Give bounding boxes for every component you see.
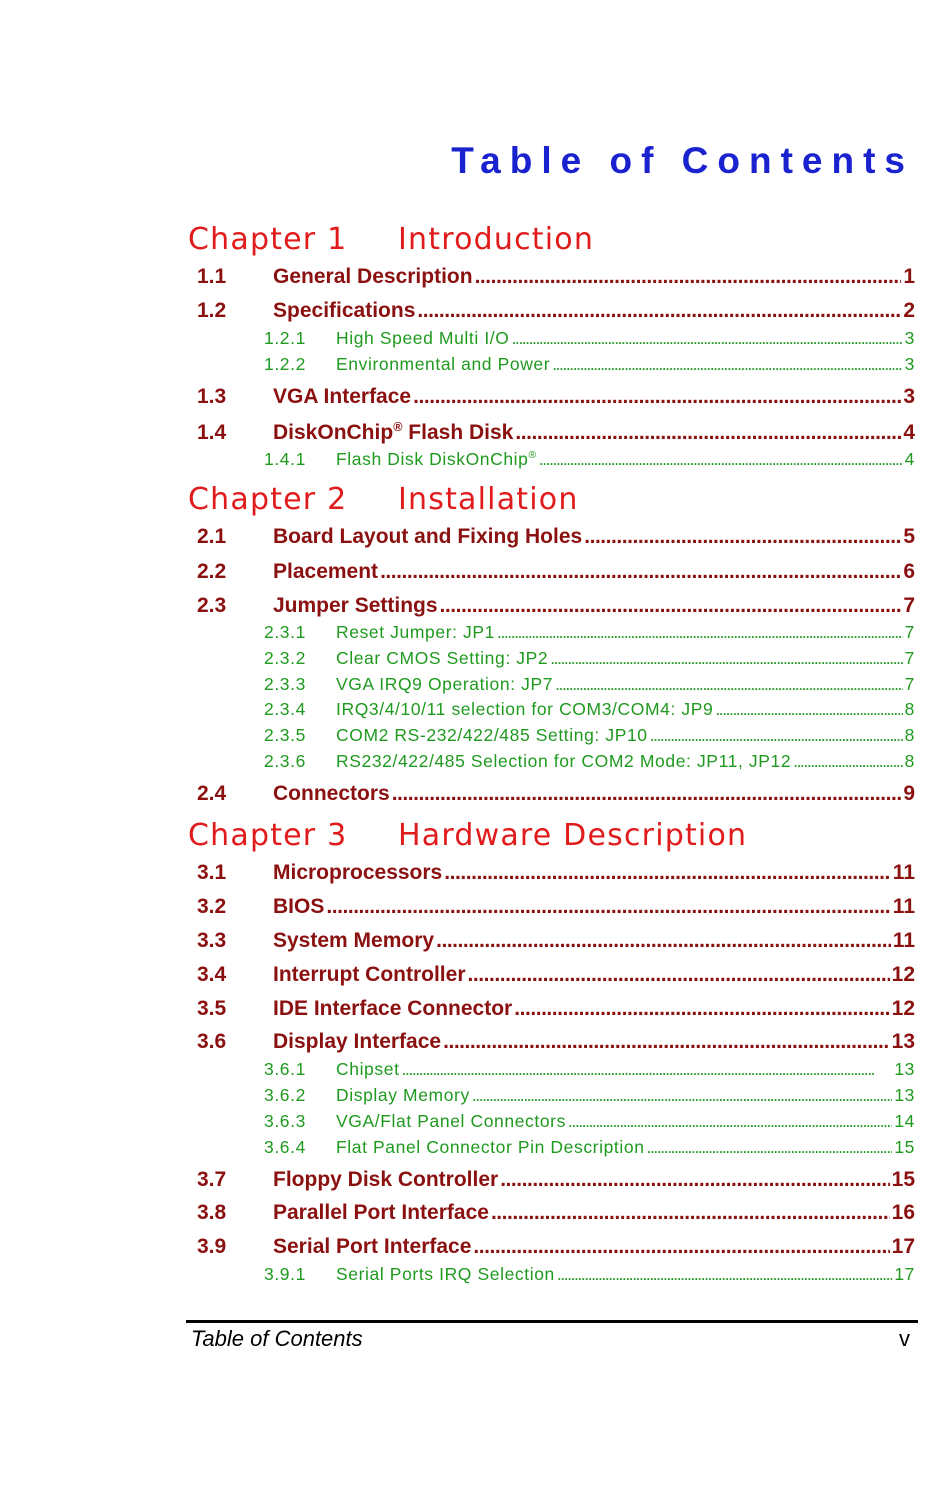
entry-label: VGA Interface [273,385,412,408]
toc-entry[interactable] [188,997,915,1023]
entry-label: Jumper Settings [273,594,438,617]
entry-label-text: Flash Disk DiskOnChip [336,449,529,469]
entry-number: 3.6 [197,1030,227,1053]
toc-subentry[interactable] [188,725,915,747]
entry-page: 11 [892,895,915,918]
dot-leader [440,594,902,618]
entry-label: Chipset [336,1059,400,1079]
dot-leader [514,997,889,1021]
entry-page: 13 [894,1059,915,1079]
dot-leader [552,354,902,375]
entry-label: Flat Panel Connector Pin Description [336,1137,645,1157]
toc-entry[interactable] [188,895,915,921]
toc-entry[interactable] [188,385,915,411]
entry-page: 3 [903,385,915,408]
toc-subentry[interactable] [188,674,915,696]
entry-page: 15 [894,1137,915,1157]
dot-leader [539,449,903,470]
toc-entry[interactable] [188,594,915,620]
entry-page: 17 [891,1235,915,1258]
dot-leader [568,1111,892,1132]
toc-entry[interactable] [188,963,915,989]
entry-page: 4 [904,449,915,469]
entry-number: 2.3.3 [264,674,306,694]
dot-leader [473,1235,889,1259]
dot-leader [555,674,903,695]
entry-number: 1.4 [197,421,227,444]
toc-entry[interactable] [188,1201,915,1227]
registered-mark: ® [528,449,537,462]
entry-label: BIOS [273,895,325,918]
entry-label: Clear CMOS Setting: JP2 [336,648,549,668]
entry-label [336,449,537,470]
entry-label: Environmental and Power [336,354,551,374]
entry-page: 11 [892,861,915,884]
entry-number: 2.1 [197,525,227,548]
entry-label: Parallel Port Interface [273,1201,489,1224]
toc-entry[interactable] [188,929,915,955]
chapter-number: Chapter 2 [188,482,348,517]
entry-label-text: DiskOnChip [273,421,394,444]
entry-label: System Memory [273,929,435,952]
entry-number: 3.6.2 [264,1085,306,1105]
entry-page: 13 [891,1030,915,1053]
entry-page: 14 [894,1111,915,1131]
toc-entry[interactable] [188,861,915,887]
chapter-heading[interactable] [188,480,888,520]
entry-number: 3.9.1 [264,1264,306,1284]
entry-number: 2.3.5 [264,725,306,745]
entry-number: 3.2 [197,895,227,918]
entry-page: 7 [904,622,915,642]
entry-number: 1.2 [197,299,227,322]
toc-subentry[interactable] [188,1111,915,1133]
dot-leader [715,699,902,720]
entry-page: 3 [904,354,915,374]
entry-number: 2.3.2 [264,648,306,668]
entry-label: VGA IRQ9 Operation: JP7 [336,674,554,694]
dot-leader [475,265,902,289]
chapter-title: Installation [398,482,579,517]
entry-label: Specifications [273,299,416,322]
entry-page: 17 [894,1264,915,1284]
entry-page: 5 [903,525,915,548]
toc-entry[interactable] [188,299,915,325]
toc-entry[interactable] [188,1030,915,1056]
entry-label: RS232/422/485 Selection for COM2 Mode: JP11, JP12 [336,751,792,771]
entry-number: 1.2.1 [264,328,306,348]
dot-leader [647,1137,893,1158]
dot-leader [413,385,901,409]
entry-label: Serial Ports IRQ Selection [336,1264,555,1284]
entry-page: 12 [891,997,915,1020]
entry-page: 8 [904,725,915,745]
entry-number: 3.7 [197,1168,227,1191]
dot-leader [392,782,902,806]
dot-leader [500,1168,889,1192]
toc-subentry[interactable] [188,354,915,376]
entry-page: 4 [903,421,915,444]
entry-page: 7 [904,674,915,694]
entry-label: IDE Interface Connector [273,997,513,1020]
entry-label: Display Interface [273,1030,442,1053]
dot-leader [402,1059,893,1080]
chapter-number: Chapter 3 [188,818,348,853]
entry-label: Placement [273,560,379,583]
dot-leader [511,328,902,349]
toc-entry[interactable] [188,560,915,586]
dot-leader [444,861,891,885]
toc-subentry[interactable] [188,622,915,644]
entry-label: Interrupt Controller [273,963,466,986]
entry-number: 2.4 [197,782,227,805]
dot-leader [472,1085,892,1106]
entry-label: Floppy Disk Controller [273,1168,499,1191]
entry-page: 3 [904,328,915,348]
toc-subentry[interactable] [188,751,915,773]
toc-entry[interactable] [188,782,915,808]
entry-number: 1.4.1 [264,449,306,469]
dot-leader [584,525,901,549]
entry-page: 13 [894,1085,915,1105]
entry-label: Connectors [273,782,390,805]
entry-number: 3.6.1 [264,1059,306,1079]
entry-label: High Speed Multi I/O [336,328,510,348]
chapter-number: Chapter 1 [188,222,348,257]
entry-page: 2 [903,299,915,322]
toc-subentry[interactable] [188,1059,915,1081]
entry-number: 3.4 [197,963,227,986]
entry-label: General Description [273,265,473,288]
entry-label: VGA/Flat Panel Connectors [336,1111,566,1131]
entry-label: Reset Jumper: JP1 [336,622,496,642]
toc-entry[interactable] [188,265,915,291]
entry-label: Microprocessors [273,861,443,884]
entry-label: Display Memory [336,1085,470,1105]
entry-page: 12 [891,963,915,986]
entry-label: IRQ3/4/10/11 selection for COM3/COM4: JP9 [336,699,714,719]
dot-leader [468,963,890,987]
footer-section-title: Table of Contents [191,1326,363,1351]
entry-page: 1 [903,265,915,288]
entry-page: 6 [903,560,915,583]
entry-number: 3.6.4 [264,1137,306,1157]
toc-entry[interactable] [188,1168,915,1194]
dot-leader [793,751,903,772]
entry-number: 3.8 [197,1201,227,1224]
dot-leader [491,1201,890,1225]
page-title: Table of Contents [451,140,914,181]
chapter-title: Hardware Description [398,818,748,853]
toc-subentry[interactable] [188,648,915,670]
entry-page: 7 [904,648,915,668]
entry-number: 2.3.6 [264,751,306,771]
dot-leader [417,299,901,323]
toc-entry[interactable] [188,1235,915,1261]
page-number: v [899,1326,910,1351]
registered-mark: ® [393,420,403,434]
dot-leader [326,895,890,919]
dot-leader [557,1264,892,1285]
entry-number: 2.2 [197,560,227,583]
dot-leader [443,1030,890,1054]
entry-label [273,420,513,445]
dot-leader [515,421,901,445]
chapter-title: Introduction [398,222,595,257]
entry-page: 16 [891,1201,915,1224]
chapter-heading[interactable] [188,220,888,260]
toc-subentry[interactable] [188,449,915,471]
dot-leader [650,725,903,746]
dot-leader [497,622,903,643]
entry-number: 1.1 [197,265,227,288]
entry-label: COM2 RS-232/422/485 Setting: JP10 [336,725,648,745]
entry-number: 1.3 [197,385,227,408]
entry-number: 3.6.3 [264,1111,306,1131]
entry-page: 8 [904,751,915,771]
entry-number: 1.2.2 [264,354,306,374]
toc-entry[interactable] [188,420,915,446]
entry-number: 2.3.1 [264,622,306,642]
toc-subentry[interactable] [188,328,915,350]
entry-label: Serial Port Interface [273,1235,472,1258]
toc-subentry[interactable] [188,1264,915,1286]
entry-number: 3.5 [197,997,227,1020]
dot-leader [436,929,891,953]
toc-subentry[interactable] [188,1085,915,1107]
entry-number: 2.3 [197,594,227,617]
entry-page: 7 [903,594,915,617]
entry-number: 3.1 [197,861,227,884]
entry-number: 2.3.4 [264,699,306,719]
toc-subentry[interactable] [188,1137,915,1159]
dot-leader [550,648,902,669]
footer-divider [186,1320,918,1323]
entry-number: 3.9 [197,1235,227,1258]
entry-page: 9 [903,782,915,805]
entry-page: 8 [904,699,915,719]
entry-label-text: Flash Disk [402,421,514,444]
chapter-heading[interactable] [188,816,888,856]
toc-entry[interactable] [188,525,915,551]
dot-leader [380,560,901,584]
entry-number: 3.3 [197,929,227,952]
entry-label: Board Layout and Fixing Holes [273,525,583,548]
entry-page: 15 [891,1168,915,1191]
toc-subentry[interactable] [188,699,915,721]
entry-page: 11 [892,929,915,952]
